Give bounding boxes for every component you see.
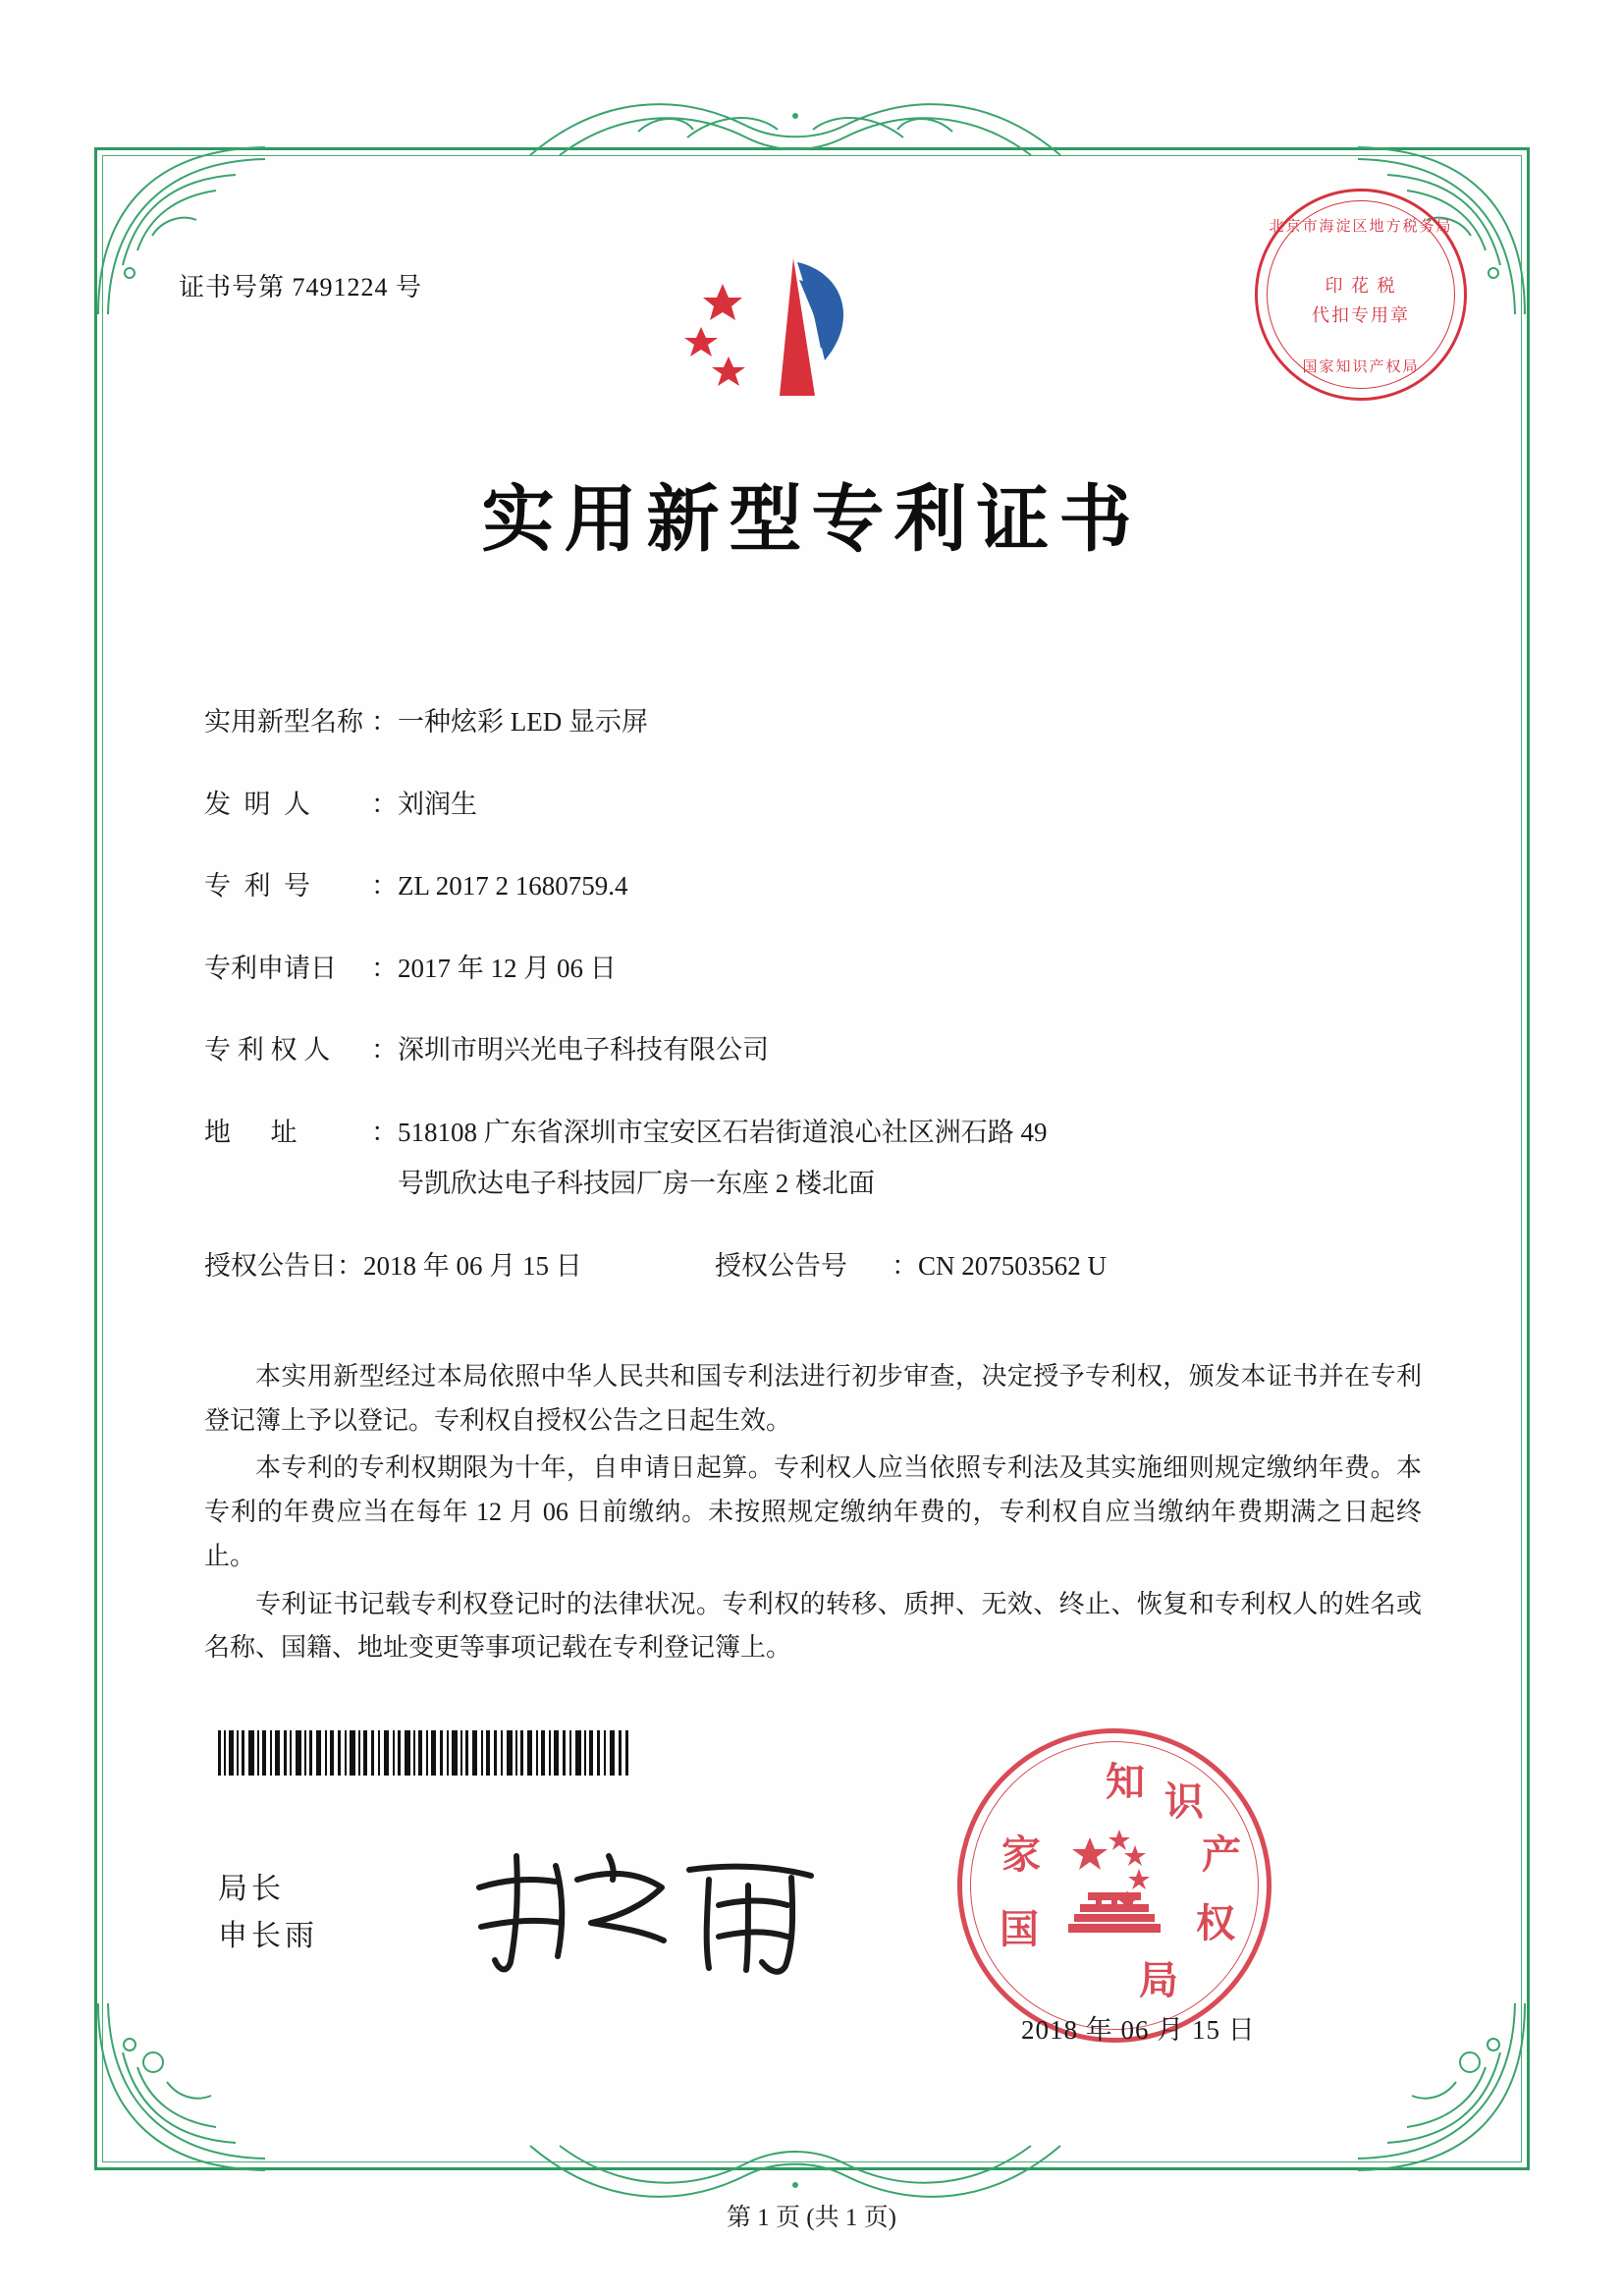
field-label: 授权公告日 <box>204 1250 337 1281</box>
field-value: 2017 年 12 月 06 日 <box>398 953 617 983</box>
field-label: 专 利 权 人 <box>204 1035 331 1065</box>
paragraph: 本实用新型经过本局依照中华人民共和国专利法进行初步审查，决定授予专利权，颁发本证书并在专利登记簿上予以登记。专利权自授权公告之日起生效。 <box>204 1362 1422 1435</box>
field-colon: ： <box>371 1117 398 1147</box>
seal-char: 产 <box>1202 1832 1241 1877</box>
field-colon: ： <box>371 707 398 737</box>
field-list <box>204 702 1412 1305</box>
national-emblem-icon <box>1051 1822 1178 1949</box>
director-name: 申长雨 <box>218 1920 318 1952</box>
official-seal <box>957 1728 1271 2043</box>
field-grant-date <box>204 1246 715 1286</box>
field-grant-number <box>715 1246 1412 1286</box>
field-label: 地 址 <box>204 1117 298 1147</box>
tax-stamp-line1: 印 花 税 <box>1325 276 1397 296</box>
seal-char: 知 <box>1106 1760 1145 1804</box>
barcode <box>218 1730 630 1776</box>
tax-stamp-line2: 代扣专用章 <box>1312 305 1410 325</box>
page-footer: 第 1 页 (共 1 页) <box>727 2205 896 2231</box>
address-line-2: 号凯欣达电子科技园厂房一东座 2 楼北面 <box>398 1169 875 1198</box>
top-flourish-ornament <box>520 86 1070 165</box>
field-colon: ： <box>892 1250 918 1281</box>
seal-char: 权 <box>1196 1901 1235 1945</box>
field-inventor <box>204 785 1412 825</box>
field-patent-number <box>204 866 1412 906</box>
tax-stamp-arc-bottom: 国家知识产权局 <box>1302 359 1420 375</box>
field-value: 2018 年 06 月 15 日 <box>363 1250 582 1281</box>
field-patentee <box>204 1030 1412 1070</box>
field-label: 实用新型名称 <box>204 707 363 737</box>
field-value: 一种炫彩 LED 显示屏 <box>398 707 648 737</box>
paragraph: 专利证书记载专利权登记时的法律状况。专利权的转移、质押、无效、终止、恢复和专利权人的姓名或名称、国籍、地址变更等事项记载在专利登记簿上。 <box>204 1589 1422 1663</box>
field-colon: ： <box>371 1035 398 1065</box>
field-value: 刘润生 <box>398 789 477 819</box>
seal-date: 2018 年 06 月 15 日 <box>1021 2015 1256 2045</box>
seal-char: 国 <box>1000 1907 1039 1951</box>
sipo-logo-icon <box>677 250 903 412</box>
seal-char: 识 <box>1164 1779 1204 1824</box>
signature-block <box>218 1866 318 1960</box>
field-colon: ： <box>337 1250 363 1281</box>
field-value: 深圳市明兴光电子科技有限公司 <box>398 1035 769 1065</box>
field-colon: ： <box>371 953 398 983</box>
field-utility-model-name <box>204 702 1412 742</box>
field-label: 发 明 人 <box>204 789 310 819</box>
field-colon: ： <box>371 871 398 901</box>
field-colon: ： <box>371 789 398 819</box>
field-label: 授权公告号 <box>715 1250 847 1281</box>
field-label: 专 利 号 <box>204 871 310 901</box>
paragraph: 本专利的专利权期限为十年，自申请日起算。专利权人应当依照专利法及其实施细则规定缴纳年费。本专利的年费应当在每年 12 月 06 日前缴纳。未按照规定缴纳年费的，专利权自应当缴纳年费期满之日起终止。 <box>204 1453 1422 1570</box>
tax-stamp <box>1255 189 1467 401</box>
address-line-1: 518108 广东省深圳市宝安区石岩街道浪心社区洲石路 49 <box>398 1117 1048 1147</box>
field-application-date <box>204 949 1412 989</box>
director-title: 局长 <box>218 1873 285 1905</box>
seal-char: 家 <box>1001 1832 1041 1877</box>
field-grant-row <box>204 1246 1412 1286</box>
page-title: 实用新型专利证书 <box>481 480 1142 561</box>
seal-char: 局 <box>1139 1958 1178 2002</box>
field-label: 专利申请日 <box>204 953 337 983</box>
tax-stamp-arc-top: 北京市海淀区地方税务局 <box>1269 219 1453 235</box>
field-value: ZL 2017 2 1680759.4 <box>398 871 628 901</box>
handwritten-signature <box>461 1836 835 1984</box>
field-value <box>398 1113 1412 1204</box>
certificate-number: 证书号第 7491224 号 <box>179 273 423 301</box>
field-value: CN 207503562 U <box>918 1250 1108 1281</box>
field-address <box>204 1113 1412 1204</box>
legal-text-block <box>204 1355 1422 1674</box>
